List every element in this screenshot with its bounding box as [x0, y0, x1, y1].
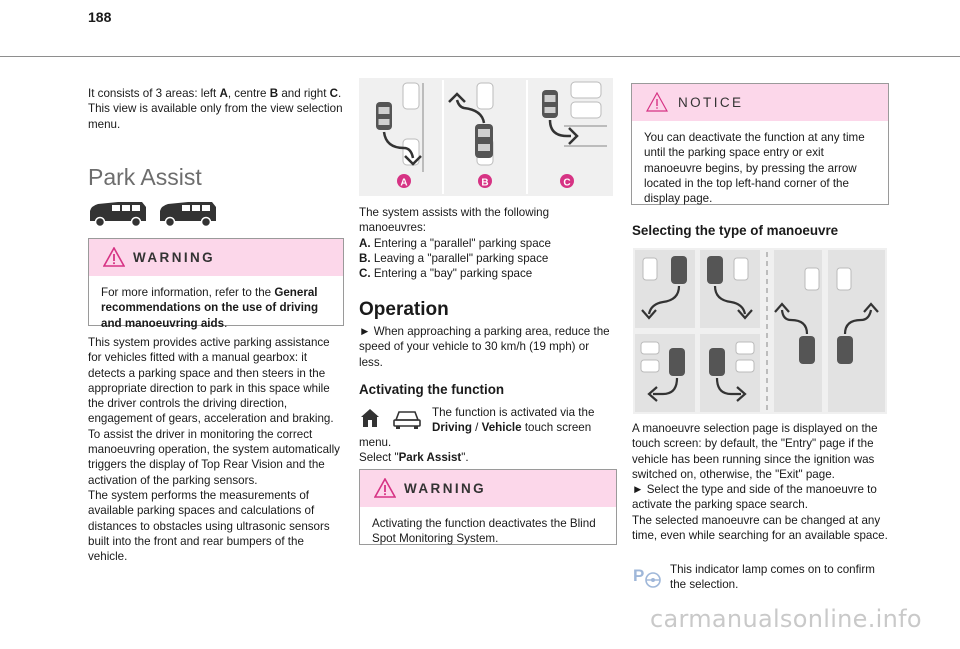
notice-title: NOTICE: [678, 95, 744, 110]
intro-fragment: It consists of 3 areas: left: [88, 87, 220, 100]
list-item: A. Entering a "parallel" parking space: [359, 236, 551, 250]
activation-menu-text: menu.: [359, 436, 392, 449]
selection-description: [632, 421, 890, 543]
intro-paragraph: [88, 86, 344, 132]
manoeuvre-abc-diagram: [359, 78, 613, 196]
intro-text-2: This view is available only from the view selection menu.: [88, 102, 343, 131]
vehicle-label: Vehicle: [481, 421, 522, 435]
manoeuvre-selection-illustration: [633, 248, 887, 414]
van-icon: [88, 199, 218, 227]
warning-link-text: General recommendations on the use of driving and manoeuvring aids: [101, 286, 319, 330]
label-b: B: [481, 177, 489, 189]
selection-text-3: The selected manoeuvre can be changed at any time, even while searching for an available space.: [632, 513, 888, 543]
area-label: C: [329, 87, 339, 100]
list-item: C. Entering a "bay" parking space: [359, 267, 533, 281]
notice-header: [632, 84, 888, 121]
warning-text: For more information, refer to the: [101, 286, 275, 299]
park-assist-heading: Park Assist: [88, 164, 202, 190]
park-assist-description: [88, 335, 346, 564]
warning-box-blind-spot: [359, 469, 617, 545]
warning-title: WARNING: [404, 481, 487, 496]
warning-header: [89, 239, 343, 276]
assist-intro: The system assists with the following manoeuvres:: [359, 206, 550, 235]
intro-fragment: .: [338, 87, 342, 100]
label-a: A: [400, 177, 408, 189]
body-paragraph-1: This system provides active parking assistance for vehicles fitted with a manual gearbox: it detects a parking space and then steers in the appropriate direction to park in this space while the driver controls the driving direction, engagement of gears, acceleration and braking.: [88, 336, 334, 426]
header-rule: [0, 56, 960, 57]
selection-text-1: A manoeuvre selection page is displayed on the touch screen: by default, the "Entry" page if the vehicle has been running since the ignition was switched on, otherwise, the "Exit" page.: [632, 422, 878, 481]
warning-title: WARNING: [133, 250, 216, 265]
operation-heading: Operation: [359, 299, 449, 320]
activation-text: The function is activated via the Driving / Vehicle touch screen: [432, 406, 595, 435]
selection-text-2: ► Select the type and side of the manoeuvre to activate the parking space search.: [632, 483, 877, 512]
list-item: B. Leaving a "parallel" parking space: [359, 251, 549, 265]
activating-block: [359, 405, 617, 467]
vehicle-icons: [88, 199, 218, 231]
intro-text: [88, 86, 344, 101]
manoeuvre-selection-diagram: [633, 248, 887, 414]
label-c: C: [563, 177, 571, 189]
indicator-lamp-row: [633, 562, 891, 598]
warning-box-general: [88, 238, 344, 330]
body-paragraph-3: The system performs the measurements of available parking spaces and calculations of distances to obstacles using ultrasonic sensors built into the front and rear bumpers of the vehicle.: [88, 488, 330, 564]
body-paragraph-2: To assist the driver in monitoring the correct manoeuvring operation, the system automatically triggers the display of Top Rear Vision and the activation of the parking sensors.: [88, 427, 340, 487]
warning-body: [89, 276, 343, 340]
warning-text-end: .: [224, 316, 228, 330]
area-label: B: [269, 87, 279, 100]
select-park-assist-text: Select "Park Assist".: [359, 451, 469, 464]
driving-label: Driving: [432, 421, 472, 435]
lamp-text: This indicator lamp comes on to confirm the selection.: [670, 563, 875, 592]
page-number: 188: [88, 9, 112, 25]
svg-text:P: P: [633, 566, 645, 585]
area-label: A: [219, 87, 228, 100]
park-assist-label: Park Assist: [398, 451, 462, 464]
warning-triangle-icon: [374, 478, 396, 498]
notice-triangle-icon: [646, 92, 668, 112]
watermark: carmanualsonline.info: [650, 605, 922, 633]
warning-body: Activating the function deactivates the Blind Spot Monitoring System.: [372, 517, 596, 546]
notice-body: You can deactivate the function at any time until the parking space entry or exit manoeuvre begins, by pressing the arrow located in the top left-hand corner of the display page.: [644, 131, 865, 206]
home-and-car-icon: [359, 406, 423, 430]
warning-triangle-icon: [103, 247, 125, 267]
manoeuvre-list: [359, 205, 615, 281]
notice-box: [631, 83, 889, 205]
operation-text: ► When approaching a parking area, reduce the speed of your vehicle to 30 km/h (19 mph) or less.: [359, 325, 610, 369]
warning-header: [360, 470, 616, 507]
intro-fragment: , centre: [227, 87, 270, 100]
selecting-heading: Selecting the type of manoeuvre: [632, 223, 839, 238]
park-assist-lamp-icon: [633, 565, 663, 589]
intro-fragment: and right: [278, 87, 330, 100]
abc-illustration: [359, 78, 613, 196]
activating-heading: Activating the function: [359, 382, 505, 397]
